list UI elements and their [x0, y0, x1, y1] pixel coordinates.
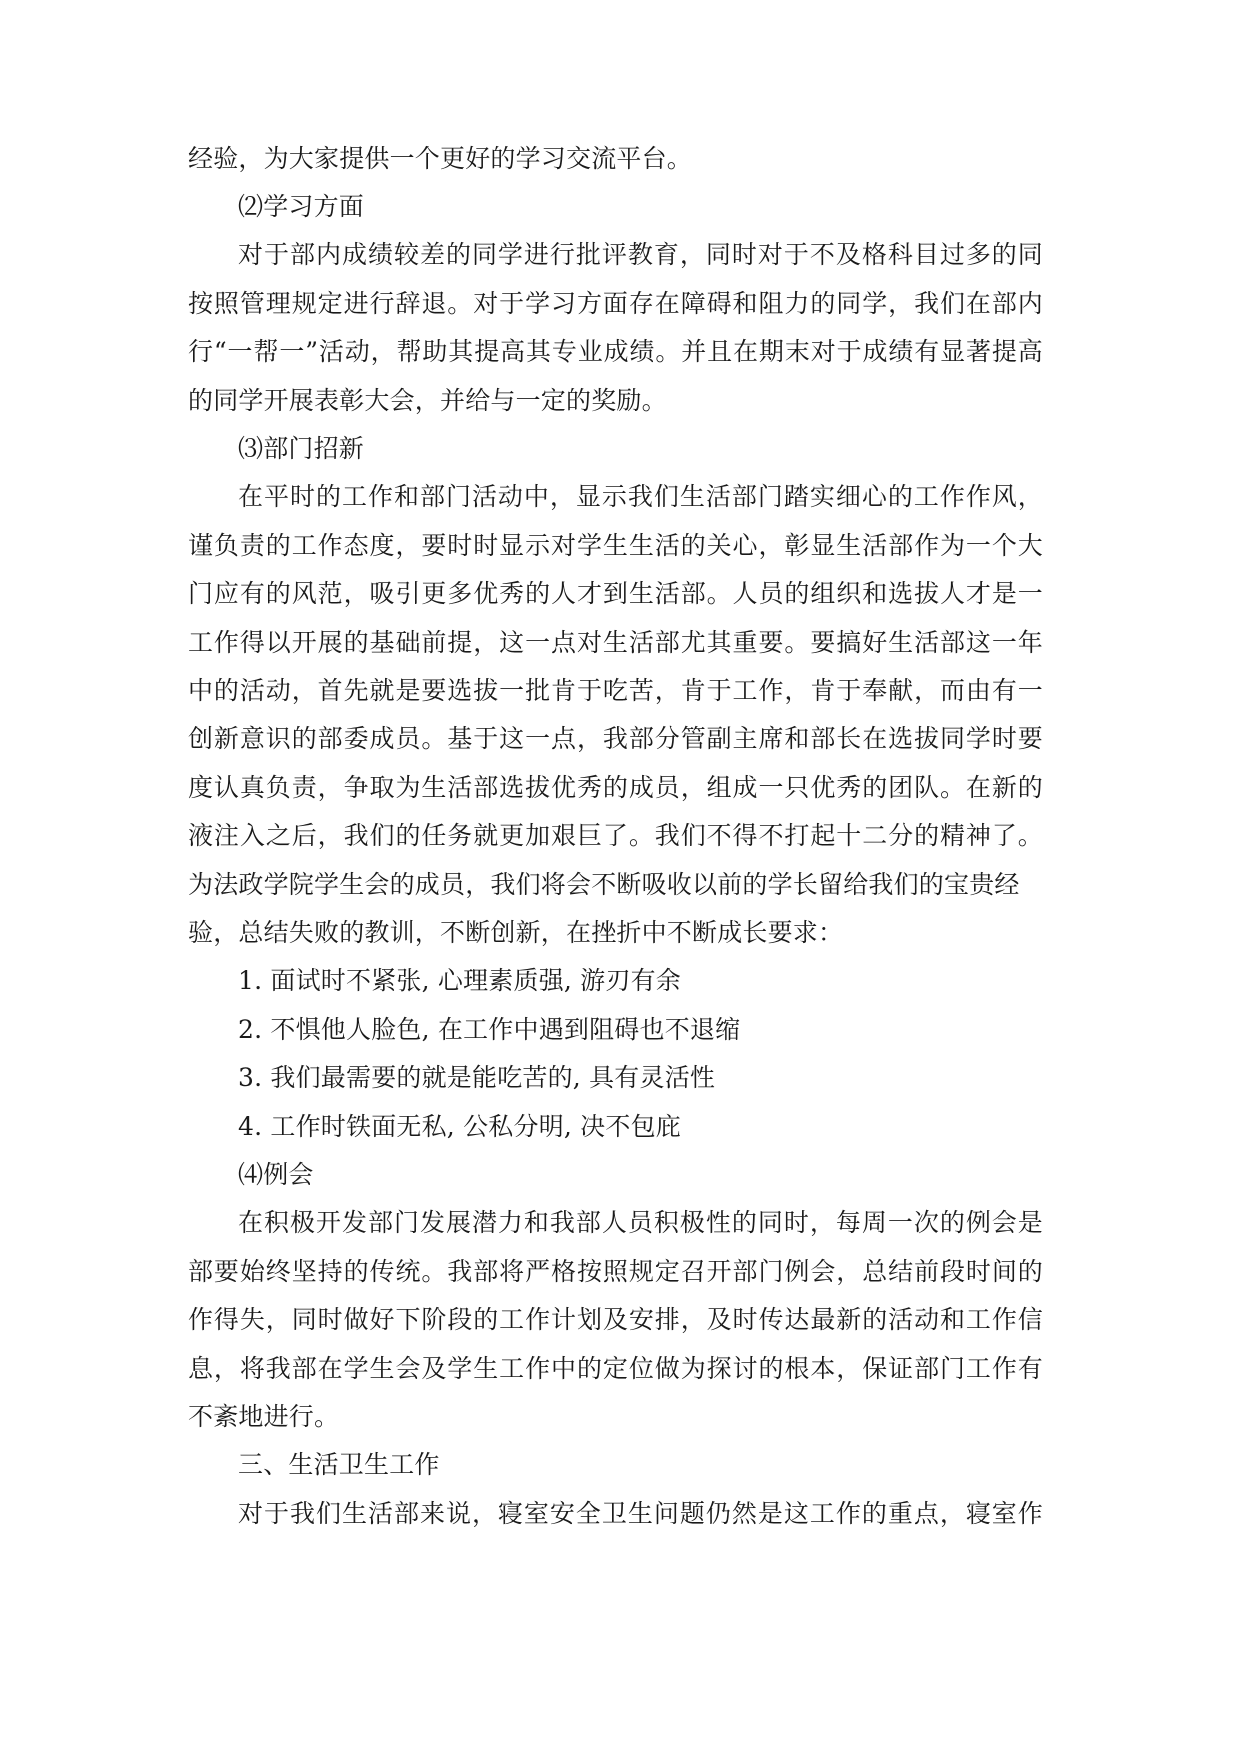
section-heading-study: ⑵学习方面	[238, 192, 365, 221]
section-heading-recruitment: ⑶部门招新	[238, 434, 365, 463]
text-line-14: 度认真负责，争取为生活部选拔优秀的成员，组成一只优秀的团队。在新的	[188, 773, 1043, 802]
text-line-3: 对于部内成绩较差的同学进行批评教育，同时对于不及格科目过多的同	[238, 240, 1043, 269]
list-item-4: 4. 工作时铁面无私, 公私分明, 决不包庇	[238, 1112, 681, 1141]
text-line-26: 息，将我部在学生会及学生工作中的定位做为探讨的根本，保证部门工作有	[188, 1354, 1043, 1383]
text-line-11: 工作得以开展的基础前提，这一点对生活部尤其重要。要搞好生活部这一年	[188, 628, 1043, 657]
text-line-10: 门应有的风范，吸引更多优秀的人才到生活部。人员的组织和选拔人才是一	[188, 579, 1043, 608]
text-line-15: 液注入之后，我们的任务就更加艰巨了。我们不得不打起十二分的精神了。	[188, 821, 1043, 850]
text-line-29: 对于我们生活部来说，寝室安全卫生问题仍然是这工作的重点，寝室作	[238, 1499, 1043, 1528]
text-line-9: 谨负责的工作态度，要时时显示对学生生活的关心，彰显生活部作为一个大	[188, 531, 1043, 560]
text-line-17: 验，总结失败的教训，不断创新，在挫折中不断成长要求：	[188, 918, 844, 947]
text-line-27: 不紊地进行。	[188, 1402, 340, 1431]
list-item-1: 1. 面试时不紧张, 心理素质强, 游刃有余	[238, 966, 681, 995]
list-item-2: 2. 不惧他人脸色, 在工作中遇到阻碍也不退缩	[238, 1015, 741, 1044]
text-line-8: 在平时的工作和部门活动中，显示我们生活部门踏实细心的工作作风，	[238, 482, 1043, 511]
text-line-4: 按照管理规定进行辞退。对于学习方面存在障碍和阻力的同学，我们在部内	[188, 289, 1043, 318]
section-heading-meeting: ⑷例会	[238, 1160, 314, 1189]
text-line-6: 的同学开展表彰大会，并给与一定的奖励。	[188, 386, 667, 415]
text-line-25: 作得失，同时做好下阶段的工作计划及安排，及时传达最新的活动和工作信	[188, 1305, 1043, 1334]
text-line-16: 为法政学院学生会的成员，我们将会不断吸收以前的学长留给我们的宝贵经	[188, 870, 1020, 899]
text-line-1: 经验，为大家提供一个更好的学习交流平台。	[188, 144, 693, 173]
text-line-23: 在积极开发部门发展潜力和我部人员积极性的同时，每周一次的例会是	[238, 1208, 1043, 1237]
text-line-13: 创新意识的部委成员。基于这一点，我部分管副主席和部长在选拔同学时要	[188, 724, 1043, 753]
text-line-24: 部要始终坚持的传统。我部将严格按照规定召开部门例会，总结前段时间的	[188, 1257, 1043, 1286]
list-item-3: 3. 我们最需要的就是能吃苦的, 具有灵活性	[238, 1063, 716, 1092]
text-line-5: 行“一帮一”活动，帮助其提高其专业成绩。并且在期末对于成绩有显著提高	[188, 337, 1043, 366]
text-line-12: 中的活动，首先就是要选拔一批肯于吃苦，肯于工作，肯于奉献，而由有一	[188, 676, 1043, 705]
section-heading-hygiene: 三、生活卫生工作	[238, 1450, 440, 1479]
